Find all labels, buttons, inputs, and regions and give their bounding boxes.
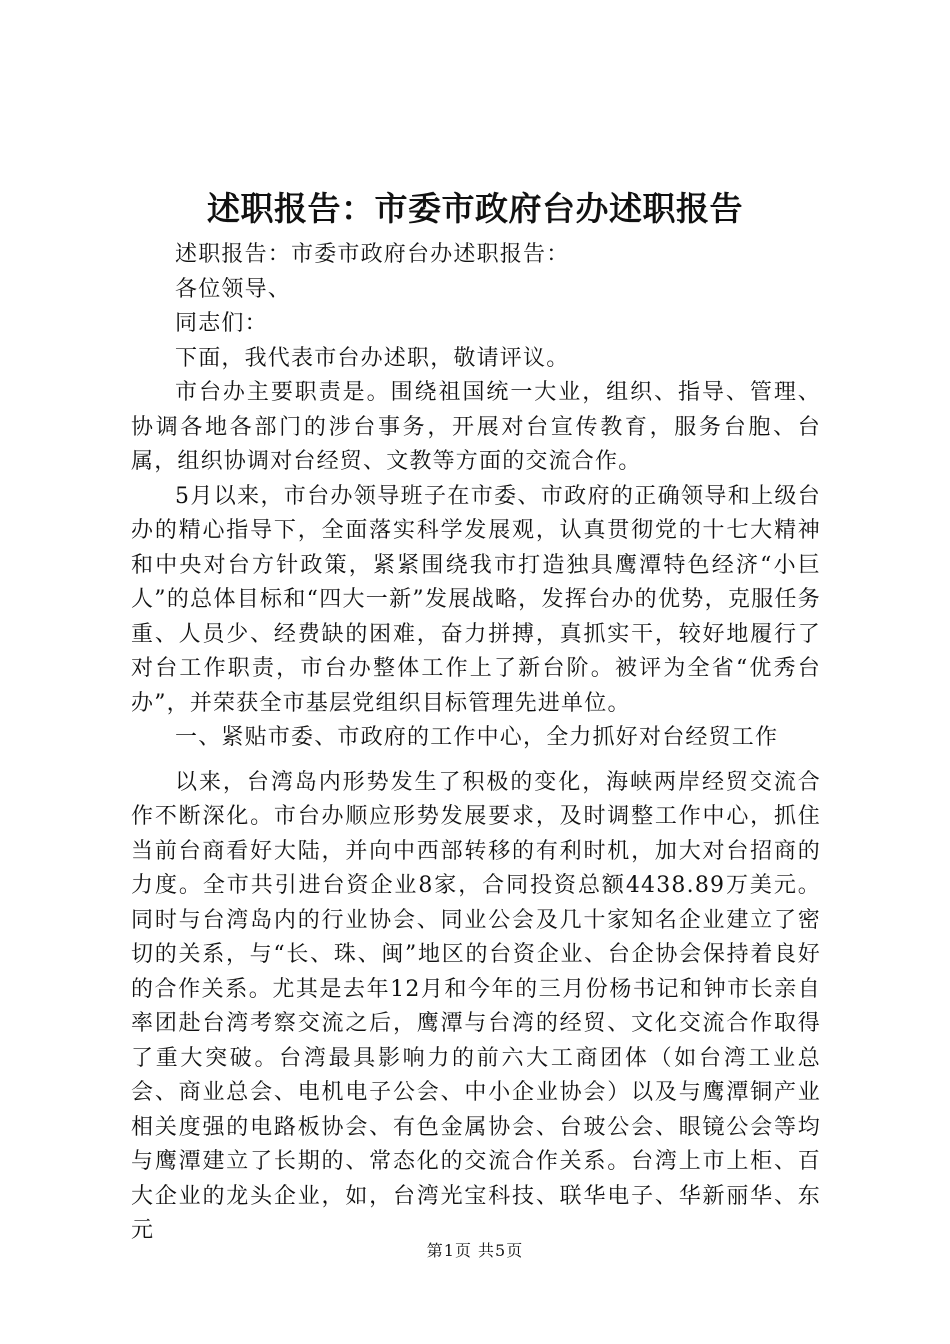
section-heading-economic-work: 一、紧贴市委、市政府的工作中心，全力抓好对台经贸工作 <box>175 725 779 750</box>
paragraph-salutation-leaders: 各位领导、 <box>175 276 292 302</box>
document-title: 述职报告：市委市政府台办述职报告 <box>207 189 743 228</box>
paragraph-achievements: 5月以来，市台办领导班子在市委、市政府的正确领导和上级台办的精心指导下，全面落实科学发展观，认真贯彻党的十七大精神和中央对台方针政策，紧紧围绕我市打造独具鹰潭特色经济“小巨人”的总体目标和“四大一新”发展战略，发挥台办的优势，克服任务重、人员少、经费缺的困难，奋力拼搏，真抓实干，较好地履行了对台工作职责，市台办整体工作上了新台阶。被评为全省“优秀台办”，并荣获全市基层党组织目标管理先进单位。 <box>131 483 821 716</box>
page-footer: 第1页 共5页 <box>426 1241 524 1260</box>
document-body <box>131 238 821 1249</box>
paragraph-heading-repeat: 述职报告：市委市政府台办述职报告： <box>175 242 570 267</box>
paragraph-economic-work: 以来，台湾岛内形势发生了积极的变化，海峡两岸经贸交流合作不断深化。市台办顺应形势发展要求，及时调整工作中心，抓住当前台商看好大陆，并向中西部转移的有利时机，加大对台招商的力度。全市共引进台资企业8家，合同投资总额4438.89万美元。同时与台湾岛内的行业协会、同业公会及几十家知名企业建立了密切的关系，与“长、珠、闽”地区的台资企业、台企协会保持着良好的合作关系。尤其是去年12月和今年的三月份杨书记和钟市长亲自率团赴台湾考察交流之后，鹰潭与台湾的经贸、文化交流合作取得了重大突破。台湾最具影响力的前六大工商团体（如台湾工业总会、商业总会、电机电子公会、中小企业协会）以及与鹰潭铜产业相关度强的电路板协会、有色金属协会、台玻公会、眼镜公会等均与鹰潭建立了长期的、常态化的交流合作关系。台湾上市上柜、百大企业的龙头企业，如，台湾光宝科技、联华电子、华新丽华、东元 <box>131 769 821 1243</box>
paragraph-intro: 下面，我代表市台办述职，敬请评议。 <box>175 345 570 371</box>
paragraph-duties: 市台办主要职责是。围绕祖国统一大业，组织、指导、管理、协调各地各部门的涉台事务，开展对台宣传教育，服务台胞、台属，组织协调对台经贸、文教等方面的交流合作。 <box>131 380 821 474</box>
paragraph-salutation-comrades: 同志们： <box>175 311 268 336</box>
